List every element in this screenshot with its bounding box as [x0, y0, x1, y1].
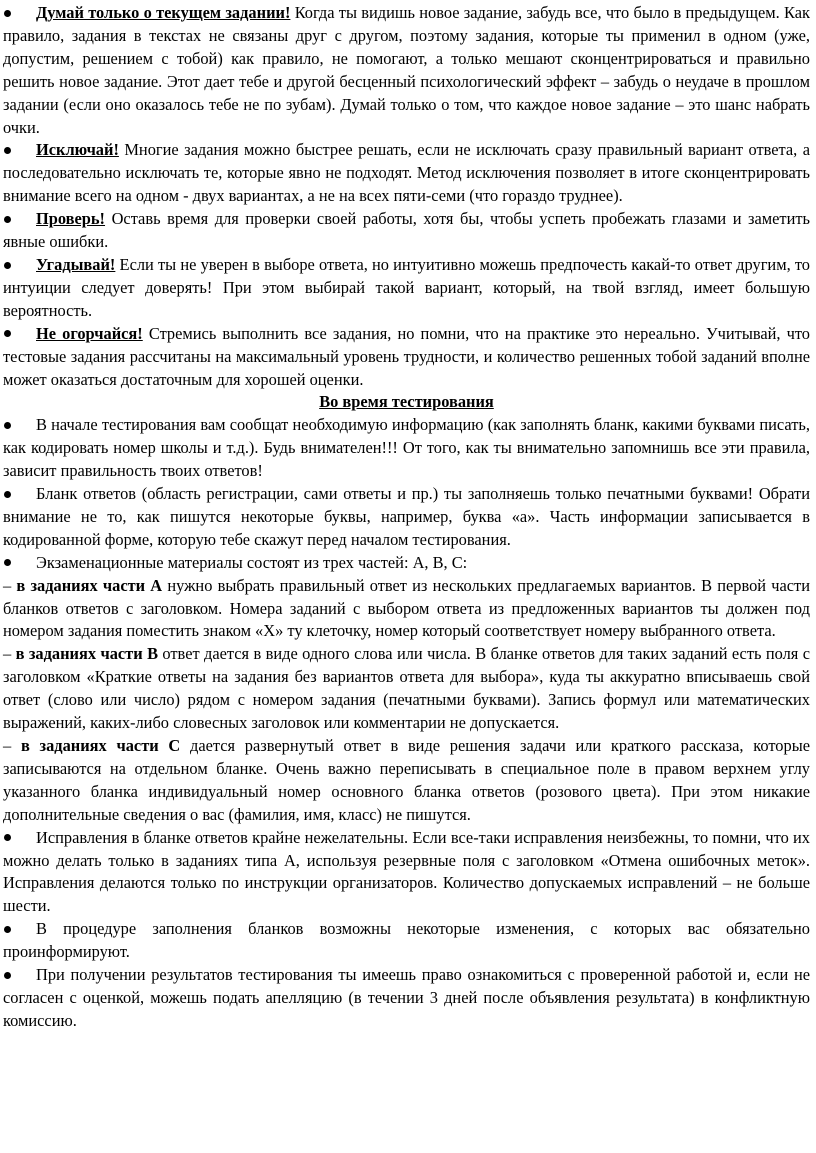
- bullet-icon: [4, 330, 11, 337]
- bullet-icon: [4, 972, 11, 979]
- section-heading: Во время тестирования: [319, 392, 494, 412]
- after-paragraph: [3, 964, 810, 1033]
- tip-text: Оставь время для проверки своей работы, хотя бы, чтобы успеть пробежать глазами и заметить явные ошибки.: [3, 209, 810, 252]
- after-paragraph: [3, 827, 810, 919]
- during-paragraph: [3, 414, 810, 483]
- part-label: в заданиях части А: [16, 575, 163, 595]
- part-paragraph: [3, 735, 810, 827]
- tip-text: Стремись выполнить все задания, но помни, что на практике это нереально. Учитывай, что тестовые задания рассчитаны на максимальный уровень трудности, и количество решенных тобой заданий вполне может оказаться достаточным для хорошей оценки.: [3, 323, 810, 389]
- after-text: При получении результатов тестирования ты имеешь право ознакомиться с проверенной работой и, если не согласен с оценкой, можешь подать апелляцию (в течении 3 дней после объявления результата) в конфликтную комиссию.: [3, 965, 810, 1030]
- after-text: В процедуре заполнения бланков возможны некоторые изменения, с которых вас обязательно проинформируют.: [3, 919, 810, 962]
- tip-title: Угадывай!: [36, 254, 116, 274]
- part-text: ответ дается в виде одного слова или числа. В бланке ответов для таких заданий есть поля с заголовком «Краткие ответы на задания без вариантов ответа для выбора», куда ты аккуратно вписываешь свой ответ (слово или число) рядом с номером задания (печатными буквами). Запись формул или математических выражений, каких-либо словесных заголовок или комментарии не допускается.: [3, 644, 810, 733]
- dash: –: [3, 644, 16, 664]
- during-paragraph: [3, 483, 810, 552]
- part-paragraph: [3, 575, 810, 644]
- tip-text: Когда ты видишь новое задание, забудь все, что было в предыдущем. Как правило, задания в текстах не связаны друг с другом, поэтому задания, которые ты применил в одном (уже, допустим, решением с тобой) как правило, не помогают, а только мешают сконцентрироваться и правильно решить новое задание. Этот дает тебе и другой бесценный психологический эффект – забудь о неудаче в прошлом задании (если оно оказалось тебе не по зубам). Думай только о том, что каждое новое задание – это шанс набрать очки.: [3, 3, 810, 137]
- tip-paragraph: [3, 2, 810, 139]
- tip-paragraph: [3, 208, 810, 254]
- after-paragraph: [3, 918, 810, 964]
- tip-text: Если ты не уверен в выборе ответа, но интуитивно можешь предпочесть какай-то ответ другим, то интуиции следует доверять! При этом выбирай такой вариант, который, на твой взгляд, имеет большую вероятность.: [3, 254, 810, 320]
- tip-title: Исключай!: [36, 140, 119, 160]
- tip-title: Проверь!: [36, 209, 106, 229]
- part-paragraph: [3, 643, 810, 735]
- part-text: нужно выбрать правильный ответ из нескольких предлагаемых вариантов. В первой части бланков ответов с заголовком. Номера заданий с выбором ответа из предложенных вариантов ты должен под номером задания поместить знаком «Х» ту клеточку, номер который соответствует номеру выбранного ответа.: [3, 575, 810, 641]
- bullet-icon: [4, 10, 11, 17]
- tip-paragraph: [3, 139, 810, 208]
- bullet-icon: [4, 216, 11, 223]
- part-label: в заданиях части С: [20, 736, 181, 755]
- during-paragraph: [3, 552, 810, 575]
- bullet-icon: [4, 491, 11, 498]
- tip-paragraph: [3, 254, 810, 323]
- tip-title: Не огорчайся!: [36, 323, 143, 343]
- part-label: в заданиях части В: [15, 644, 159, 664]
- bullet-icon: [4, 559, 11, 566]
- tip-title: Думай только о текущем задании!: [36, 3, 291, 22]
- dash: –: [3, 575, 17, 595]
- bullet-icon: [4, 926, 11, 933]
- bullet-icon: [4, 262, 11, 269]
- bullet-icon: [4, 147, 11, 154]
- bullet-icon: [4, 834, 11, 841]
- during-text: Экзаменационные материалы состоят из трех частей: А, В, С:: [36, 552, 468, 572]
- tip-text: Многие задания можно быстрее решать, если не исключать сразу правильный вариант ответа, а последовательно исключать те, которые явно не подходят. Метод исключения позволяет в итоге сконцентрировать внимание всего на одном - двух вариантах, а не на всех пяти-семи (что гораздо труднее).: [3, 140, 810, 206]
- during-text: В начале тестирования вам сообщат необходимую информацию (как заполнять бланк, какими буквами писать, как кодировать номер школы и т.д.). Будь внимателен!!! От того, как ты внимательно запомнишь все эти правила, зависит правильность твоих ответов!: [3, 415, 810, 481]
- tip-paragraph: [3, 323, 810, 392]
- after-text: Исправления в бланке ответов крайне нежелательны. Если все-таки исправления неизбежны, то помни, что их можно делать только в заданиях типа А, используя резервные поля с заголовком «Отмена ошибочных меток». Исправления делаются только по инструкции организаторов. Количество допускаемых исправлений – не больше шести.: [3, 827, 810, 916]
- during-text: Бланк ответов (область регистрации, сами ответы и пр.) ты заполняешь только печатными буквами! Обрати внимание не то, как пишутся некоторые буквы, например, буква «а». Часть информации записывается в кодированной форме, которую тебе скажут перед началом тестирования.: [3, 484, 810, 549]
- bullet-icon: [4, 422, 11, 429]
- part-text: дается развернутый ответ в виде решения задачи или краткого рассказа, которые записываются на отдельном бланке. Очень важно переписывать в специальное поле в правом верхнем углу указанного бланка индивидуальный номер основного бланка ответов (розового цвета). При этом никакие дополнительные сведения о вас (фамилия, имя, класс) не пишутся.: [3, 736, 810, 824]
- dash: –: [3, 736, 21, 755]
